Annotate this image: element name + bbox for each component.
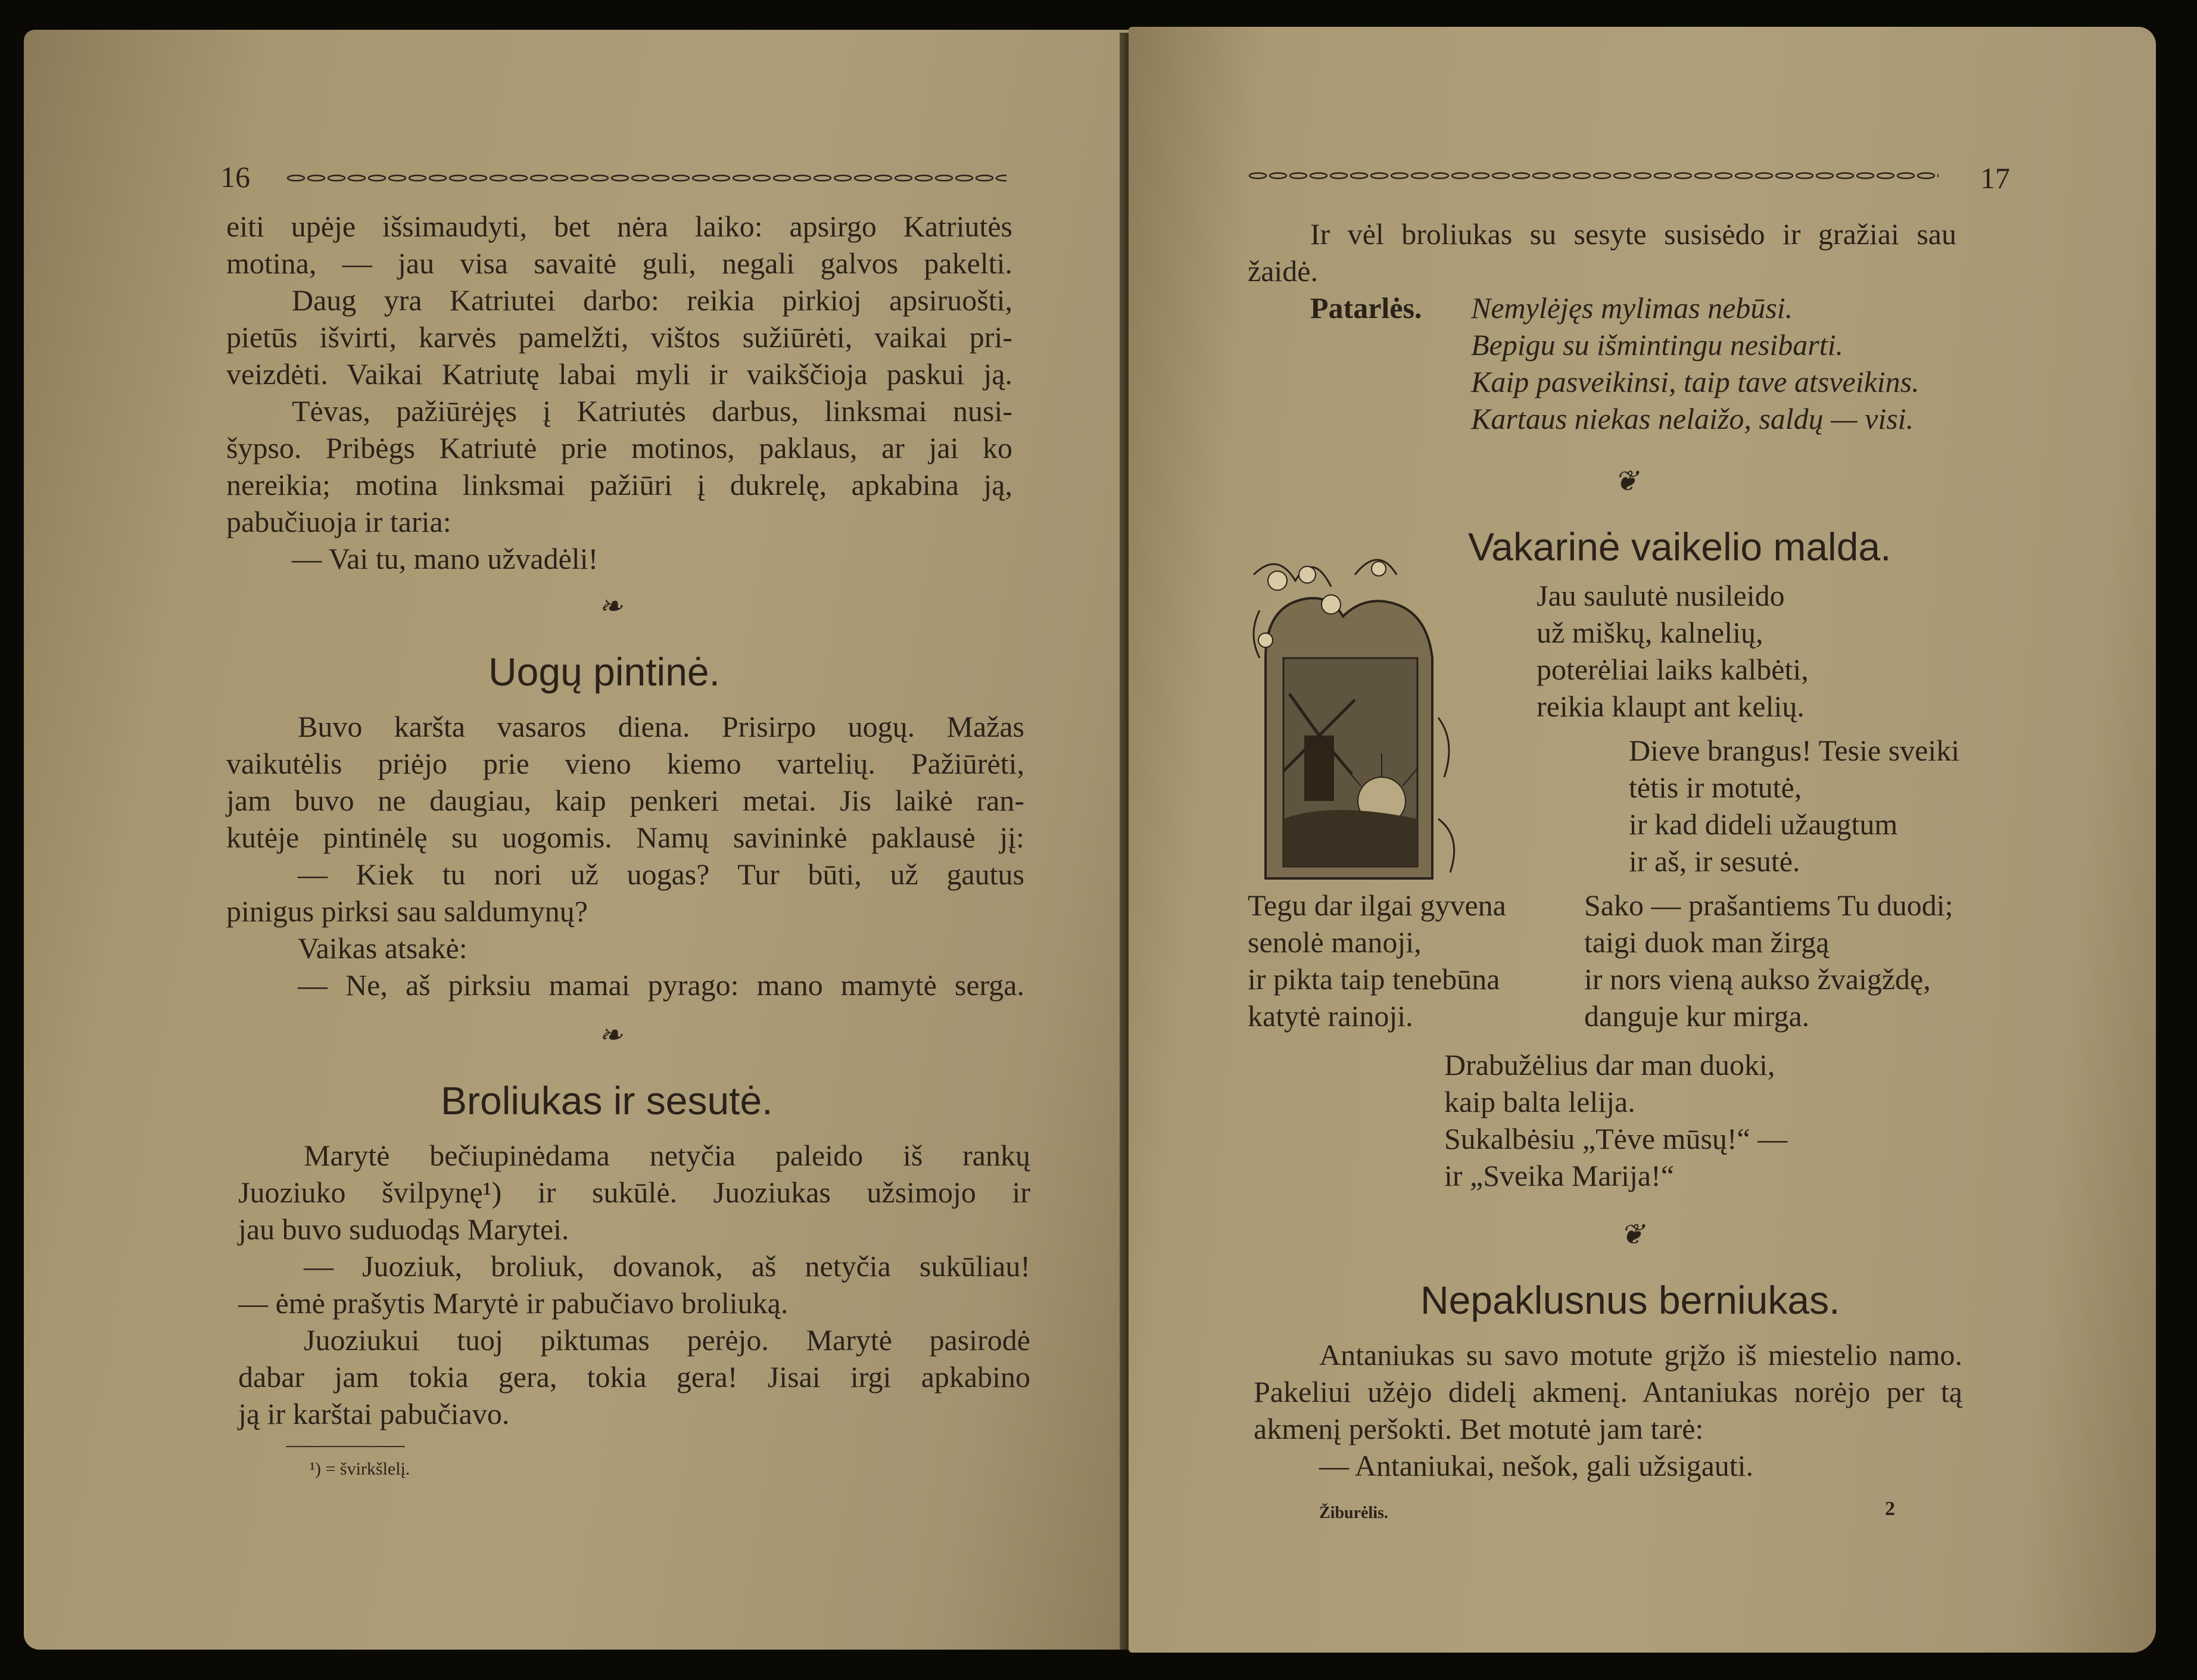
text-line: pinigus pirksi sau saldumynų? <box>226 894 588 928</box>
page-number-left: 16 <box>220 160 250 194</box>
proverbs-label: Patarlės. <box>1310 291 1422 325</box>
poem-line: Tegu dar ilgai gyvena <box>1248 889 1506 922</box>
signature-mark: Žiburėlis. <box>1319 1504 1388 1522</box>
text-line: jam buvo ne daugiau, kaip penkeri metai. Jis laikė ran- <box>226 784 1024 817</box>
poem-line: Sukalbėsiu „Tėve mūsų!“ — <box>1444 1122 1788 1155</box>
text-line: Buvo karšta vasaros diena. Prisirpo uogų. Mažas <box>298 710 1024 743</box>
poem-line: Sako — prašantiems Tu duodi; <box>1584 889 1953 922</box>
text-line: — Ne, aš pirksiu mamai pyrago: mano mamytė serga. <box>298 968 1024 1002</box>
text-line: Juoziuko švilpynę¹) ir sukūlė. Juoziukas užsimojo ir <box>238 1176 1030 1209</box>
poem-line: senolė manoji, <box>1248 925 1422 959</box>
text-line: — Juoziuk, broliuk, dovanok, aš netyčia sukūliau! <box>304 1249 1030 1283</box>
proverb: Kartaus niekas nelaižo, saldų — visi. <box>1471 402 1914 435</box>
text-line: Marytė bečiupinėdama netyčia paleido iš rankų <box>304 1139 1030 1172</box>
poem-line: taigi duok man žirgą <box>1584 925 1830 959</box>
text-line: žaidė. <box>1248 254 1318 288</box>
poem-line: ir „Sveika Marija!“ <box>1444 1159 1674 1192</box>
poem-line: kaip balta lelija. <box>1444 1085 1635 1118</box>
text-line: vaikutėlis priėjo prie vieno kiemo vartelių. Pažiūrėti, <box>226 747 1024 780</box>
poem-line: Drabužėlius dar man duoki, <box>1444 1048 1775 1081</box>
text-line: šypso. Pribėgs Katriutė prie motinos, paklaus, ar jai ko <box>226 431 1012 465</box>
poem-line: ir nors vieną aukso žvaigždę, <box>1584 962 1931 996</box>
text-line: — ėmė prašytis Marytė ir pabučiavo broliuką. <box>238 1286 789 1320</box>
text-line: akmenį peršokti. Bet motutė jam tarė: <box>1254 1412 1704 1445</box>
poem-line: ir aš, ir sesutė. <box>1629 844 1800 878</box>
poem-line: ir pikta taip tenebūna <box>1248 962 1500 996</box>
text-line: motina, — jau visa savaitė guli, negali galvos pakelti. <box>226 247 1012 280</box>
text-line: veizdėti. Vaikai Katriutę labai myli ir vaikščioja paskui ją. <box>226 357 1012 391</box>
text-line: ją ir karštai pabučiavo. <box>238 1397 510 1430</box>
text-line: Tėvas, pažiūrėjęs į Katriutės darbus, linksmai nusi- <box>292 394 1012 428</box>
ornament-leaf-icon: ❦ <box>1620 1219 1644 1251</box>
footnote: ¹) = švirkšlelį. <box>310 1459 410 1479</box>
proverb: Bepigu su išmintingu nesibarti. <box>1471 328 1843 361</box>
poem-line: Jau saulutė nusileido <box>1537 579 1785 612</box>
text-line: nereikia; motina linksmai pažiūri į dukrelę, apkabina ją, <box>226 468 1012 501</box>
ornament-flower-icon: ❧ <box>599 591 623 622</box>
proverb: Nemylėjęs mylimas nebūsi. <box>1471 291 1793 325</box>
poem-line: už miškų, kalnelių, <box>1537 616 1763 649</box>
right-page <box>1129 27 2156 1653</box>
ornament-leaf-icon: ❦ <box>1614 466 1638 497</box>
poem-title: Vakarinė vaikelio malda. <box>1468 525 1891 569</box>
poem-line: tėtis ir motutė, <box>1629 771 1802 804</box>
poem-line: ir kad dideli užaugtum <box>1629 808 1898 841</box>
poem-line: poterėliai laiks kalbėti, <box>1537 653 1809 686</box>
poem-line: danguje kur mirga. <box>1584 999 1810 1033</box>
windmill-illustration <box>1242 539 1468 884</box>
page-number-right: 17 <box>1980 161 2010 195</box>
footnote-rule <box>286 1446 405 1447</box>
text-line: — Vai tu, mano užvadėli! <box>292 542 599 575</box>
text-line: Vaikas atsakė: <box>298 931 468 965</box>
text-line: kutėje pintinėlę su uogomis. Namų savininkė paklausė jį: <box>226 821 1024 854</box>
ornament-rule-left <box>286 174 1006 182</box>
text-line: eiti upėje išsimaudyti, bet nėra laiko: apsirgo Katriutės <box>226 210 1012 243</box>
text-line: dabar jam tokia gera, tokia gera! Jisai irgi apkabino <box>238 1360 1030 1394</box>
text-line: pietūs išvirti, karvės pamelžti, vištos sužiūrėti, vaikai pri- <box>226 320 1012 354</box>
ornament-rule-right <box>1248 172 1939 180</box>
story-title-uogu-pintine: Uogų pintinė. <box>488 650 720 694</box>
poem-line: reikia klaupt ant kelių. <box>1537 690 1805 723</box>
text-line: Daug yra Katriutei darbo: reikia pirkioj apsiruošti, <box>292 283 1012 317</box>
poem-line: Dieve brangus! Tesie sveiki <box>1629 734 1960 767</box>
text-line: Juoziukui tuoj piktumas perėjo. Marytė pasirodė <box>304 1323 1030 1357</box>
story-title-broliukas-ir-sesute: Broliukas ir sesutė. <box>441 1079 773 1123</box>
ornament-flower-icon: ❧ <box>599 1020 623 1051</box>
text-line: jau buvo suduodąs Marytei. <box>238 1213 569 1246</box>
left-page <box>24 30 1138 1650</box>
text-line: pabučiuoja ir taria: <box>226 505 451 538</box>
text-line: — Kiek tu nori už uogas? Tur būti, už gautus <box>298 858 1024 891</box>
proverb: Kaip pasveikinsi, taip tave atsveikins. <box>1471 365 1919 398</box>
story-title-nepaklusnus-berniukas: Nepaklusnus berniukas. <box>1420 1278 1840 1322</box>
text-line: Pakeliui užėjo didelį akmenį. Antaniukas norėjo per tą <box>1254 1375 1962 1408</box>
text-line: Ir vėl broliukas su sesyte susisėdo ir gražiai sau <box>1310 217 1956 251</box>
poem-line: katytė rainoji. <box>1248 999 1413 1033</box>
text-line: Antaniukas su savo motute grįžo iš miestelio namo. <box>1319 1338 1962 1372</box>
sheet-number: 2 <box>1885 1498 1895 1520</box>
text-line: — Antaniukai, nešok, gali užsigauti. <box>1319 1449 1754 1482</box>
